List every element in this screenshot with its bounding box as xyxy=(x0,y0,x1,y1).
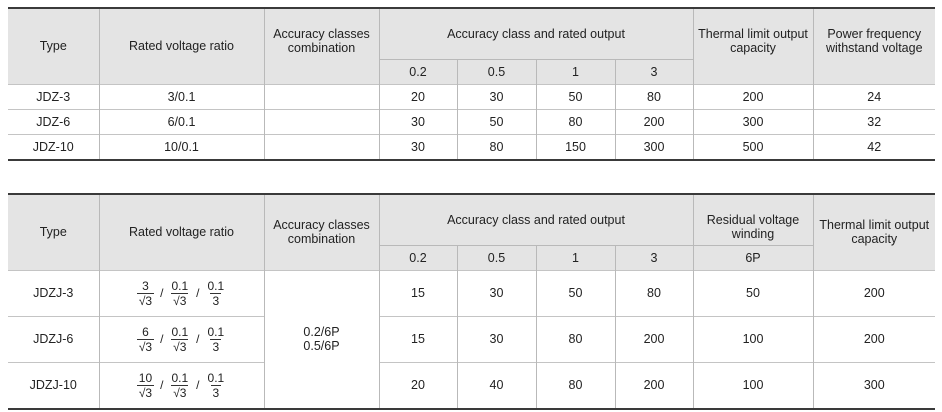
cell-ratio: 10/0.1 xyxy=(99,134,264,160)
ratio-denominator: √3 xyxy=(173,339,187,354)
ratio-denominator: 3 xyxy=(212,385,220,400)
cell-power: 32 xyxy=(813,109,935,134)
cell-class-0-5: 30 xyxy=(457,316,536,362)
ratio-denominator: √3 xyxy=(173,293,187,308)
header-class-0-5: 0.5 xyxy=(457,245,536,270)
ratio-denominator: 3 xyxy=(212,339,220,354)
ratio-denominator: √3 xyxy=(138,293,153,308)
table-row xyxy=(8,109,935,134)
cell-class-3: 80 xyxy=(615,270,693,316)
cell-class-0-2: 15 xyxy=(379,270,457,316)
specs-table-jdz xyxy=(8,7,935,161)
cell-type: JDZ-10 xyxy=(8,134,99,160)
specs-table-jdzj xyxy=(8,193,935,410)
table-row xyxy=(8,316,935,362)
header-accuracy-combination: Accuracy classes combination xyxy=(264,194,379,270)
ratio-slash: / xyxy=(196,332,200,346)
combination-line: 0.5/6P xyxy=(303,339,340,353)
cell-ratio xyxy=(99,270,264,316)
combination-line: 0.2/6P xyxy=(303,325,340,339)
cell-class-0-2: 20 xyxy=(379,362,457,409)
cell-residual: 50 xyxy=(693,270,813,316)
ratio-slash: / xyxy=(196,378,200,392)
cell-power: 24 xyxy=(813,84,935,109)
ratio-numerator: 0.1 xyxy=(171,278,189,293)
cell-class-1: 80 xyxy=(536,109,615,134)
cell-combination xyxy=(264,84,379,109)
header-class-1: 1 xyxy=(536,59,615,84)
cell-type: JDZJ-6 xyxy=(8,316,99,362)
table-row xyxy=(8,134,935,160)
cell-type: JDZ-6 xyxy=(8,109,99,134)
ratio-numerator: 0.1 xyxy=(171,370,189,385)
cell-ratio xyxy=(99,316,264,362)
table-row xyxy=(8,84,935,109)
header-class-3: 3 xyxy=(615,245,693,270)
table-row xyxy=(8,270,935,316)
cell-class-0-2: 30 xyxy=(379,109,457,134)
cell-class-0-2: 20 xyxy=(379,84,457,109)
cell-power: 42 xyxy=(813,134,935,160)
cell-class-0-5: 30 xyxy=(457,270,536,316)
ratio-numerator: 0.1 xyxy=(207,370,225,385)
cell-thermal: 200 xyxy=(813,270,935,316)
ratio-numerator: 3 xyxy=(142,278,149,293)
cell-class-1: 50 xyxy=(536,84,615,109)
cell-combination xyxy=(264,109,379,134)
cell-residual: 100 xyxy=(693,362,813,409)
header-class-1: 1 xyxy=(536,245,615,270)
ratio-denominator: 3 xyxy=(212,293,220,308)
cell-thermal: 300 xyxy=(693,109,813,134)
ratio-numerator: 6 xyxy=(142,324,149,339)
table-row xyxy=(8,362,935,409)
cell-thermal: 500 xyxy=(693,134,813,160)
header-residual-class-6p: 6P xyxy=(693,245,813,270)
cell-combination xyxy=(264,134,379,160)
cell-class-3: 300 xyxy=(615,134,693,160)
header-class-0-2: 0.2 xyxy=(379,245,457,270)
header-thermal-limit: Thermal limit output capacity xyxy=(693,8,813,84)
header-type: Type xyxy=(8,8,99,84)
ratio-slash: / xyxy=(196,286,200,300)
header-accuracy-group: Accuracy class and rated output xyxy=(379,8,693,59)
ratio-denominator: √3 xyxy=(173,385,187,400)
cell-class-3: 80 xyxy=(615,84,693,109)
header-class-0-2: 0.2 xyxy=(379,59,457,84)
header-accuracy-combination: Accuracy classes combination xyxy=(264,8,379,84)
cell-type: JDZ-3 xyxy=(8,84,99,109)
cell-class-1: 80 xyxy=(536,316,615,362)
cell-class-0-5: 40 xyxy=(457,362,536,409)
header-class-0-5: 0.5 xyxy=(457,59,536,84)
cell-ratio: 3/0.1 xyxy=(99,84,264,109)
ratio-numerator: 10 xyxy=(138,370,153,385)
ratio-numerator: 0.1 xyxy=(171,324,189,339)
cell-thermal: 300 xyxy=(813,362,935,409)
cell-class-3: 200 xyxy=(615,109,693,134)
header-rated-voltage-ratio: Rated voltage ratio xyxy=(99,194,264,270)
ratio-denominator: √3 xyxy=(138,339,153,354)
cell-type: JDZJ-3 xyxy=(8,270,99,316)
cell-class-1: 80 xyxy=(536,362,615,409)
cell-thermal: 200 xyxy=(813,316,935,362)
cell-class-0-5: 80 xyxy=(457,134,536,160)
header-accuracy-group: Accuracy class and rated output xyxy=(379,194,693,245)
cell-class-3: 200 xyxy=(615,362,693,409)
cell-class-3: 200 xyxy=(615,316,693,362)
cell-residual: 100 xyxy=(693,316,813,362)
cell-thermal: 200 xyxy=(693,84,813,109)
cell-class-0-5: 30 xyxy=(457,84,536,109)
cell-class-0-2: 30 xyxy=(379,134,457,160)
ratio-slash: / xyxy=(160,378,164,392)
cell-ratio xyxy=(99,362,264,409)
ratio-denominator: √3 xyxy=(138,385,153,400)
cell-class-1: 150 xyxy=(536,134,615,160)
ratio-numerator: 0.1 xyxy=(207,278,225,293)
header-rated-voltage-ratio: Rated voltage ratio xyxy=(99,8,264,84)
header-type: Type xyxy=(8,194,99,270)
header-residual-voltage: Residual voltage winding xyxy=(693,194,813,245)
cell-combination xyxy=(264,270,379,409)
header-class-3: 3 xyxy=(615,59,693,84)
cell-class-0-2: 15 xyxy=(379,316,457,362)
header-power-frequency: Power frequency withstand voltage xyxy=(813,8,935,84)
ratio-slash: / xyxy=(160,286,164,300)
cell-class-1: 50 xyxy=(536,270,615,316)
cell-class-0-5: 50 xyxy=(457,109,536,134)
header-thermal-limit: Thermal limit output capacity xyxy=(813,194,935,270)
ratio-numerator: 0.1 xyxy=(207,324,225,339)
ratio-slash: / xyxy=(160,332,164,346)
cell-type: JDZJ-10 xyxy=(8,362,99,409)
cell-ratio: 6/0.1 xyxy=(99,109,264,134)
